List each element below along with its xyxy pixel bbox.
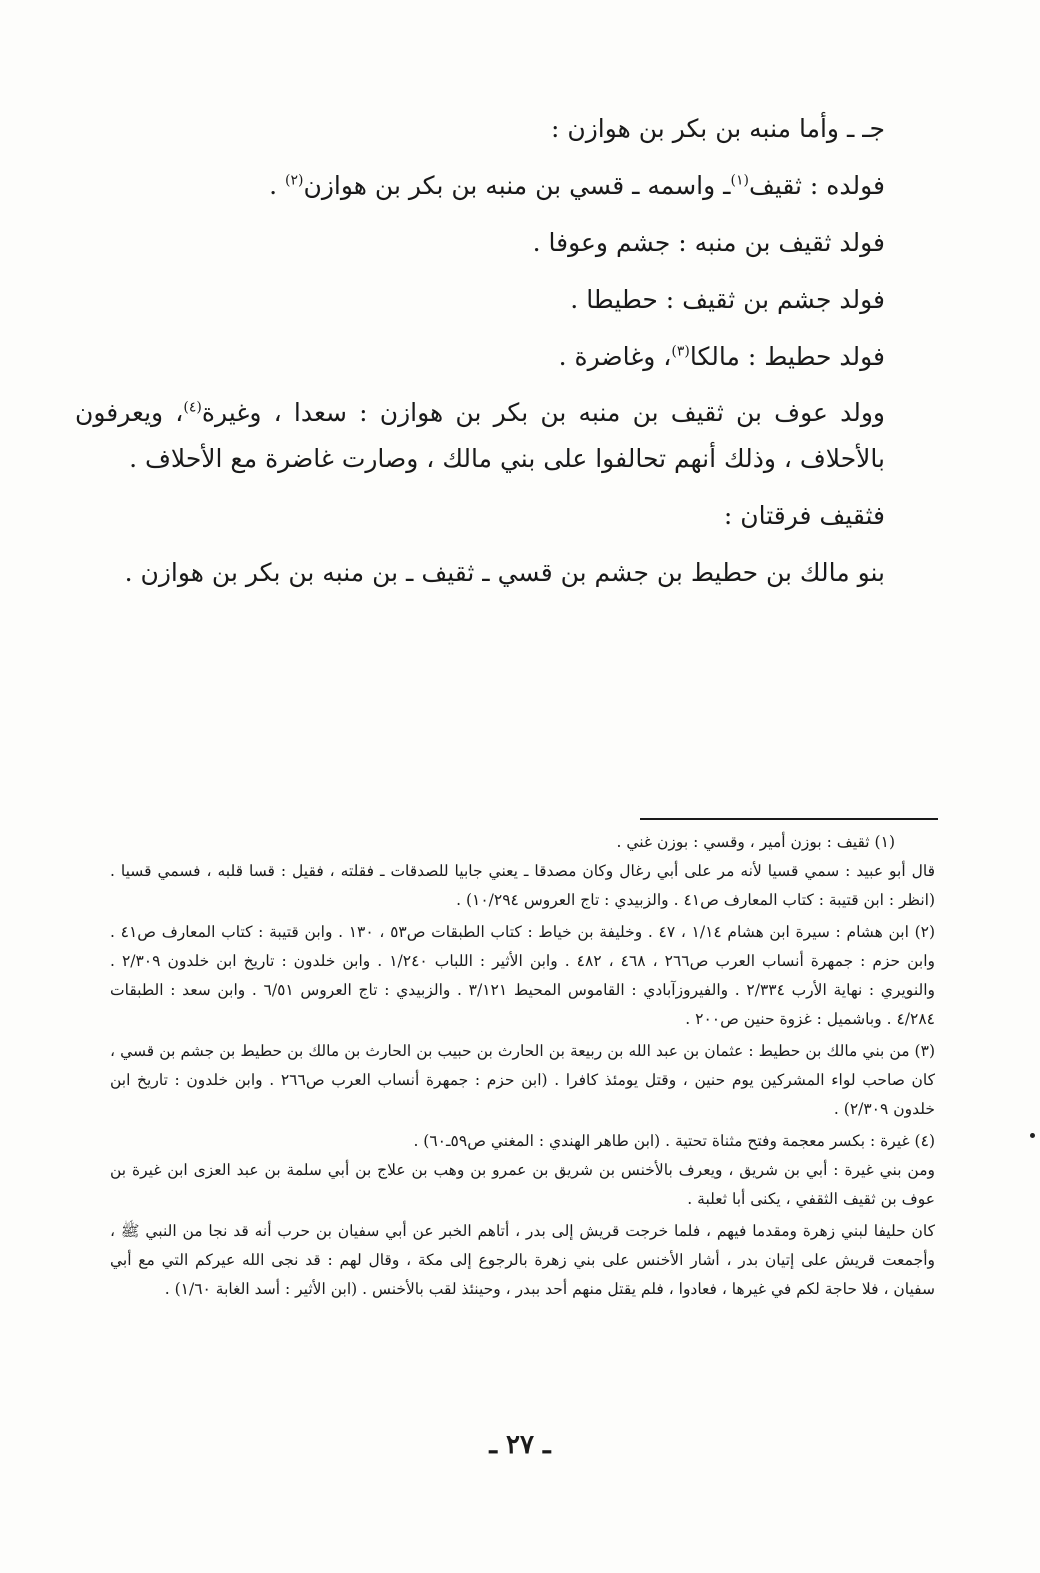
section-heading: جـ ـ وأما منبه بن بكر بن هوازن :	[550, 114, 885, 143]
footnote-ref[interactable]: (٢)	[285, 172, 304, 189]
paragraph-line: فثقيف فرقتان :	[723, 501, 885, 530]
footnote: (٤) غيرة : بكسر معجمة وفتح مثناة تحتية . (ابن طاهر الهندي : المغني ص٥٩ـ٦٠) .	[413, 1132, 935, 1150]
paragraph-line: فولده : ثقيف$^{(١)}$ـ واسمه ـ قسي بن منبه بن بكر بن هوازن$^{(٢)}$ .	[269, 171, 885, 200]
paragraph-line: وولد عوف بن ثقيف بن منبه بن بكر بن هوازن : سعدا ، وغيرة$^{(٤)}$، ويعرفون بالأحلاف ، وذلك أنهم تحالفوا على بني مالك ، وصارت غاضرة مع الأحلاف .	[75, 398, 885, 473]
footnote: (٢) ابن هشام : سيرة ابن هشام ١/١٤ ، ٤٧ . وخليفة بن خياط : كتاب الطبقات ص٥٣ ، ١٣٠ . وابن قتيبة : كتاب المعارف ص٤١ . وابن حزم : جمهرة أنساب العرب ص٢٦٦ ، ٤٦٨ ، ٤٨٢ . وابن الأثير : اللباب ١/٢٤٠ . وابن خلدون : تاريخ ابن خلدون ٢/٣٠٩ . والنويري : نهاية الأرب ٢/٣٣٤ . والفيروزآبادي : القاموس المحيط ٣/١٢١ . والزبيدي : تاج العروس ٦/٥١ . وابن سعد : الطبقات ٤/٢٨٤ . وباشميل : غزوة حنين ص٢٠٠ .	[110, 923, 936, 1028]
footnote-ref[interactable]: (٤)	[183, 399, 202, 416]
footnote: ومن بني غيرة : أبي بن شريق ، ويعرف بالأخنس بن شريق بن عمرو بن وهب بن علاج بن أبي سلمة بن عبد العزى ابن غيرة بن عوف بن ثقيف الثقفي ، يكنى أبا ثعلبة .	[110, 1161, 935, 1208]
footnote-ref[interactable]: (٣)	[671, 343, 690, 360]
footnote: قال أبو عبيد : سمي قسيا لأنه مر على أبي رغال وكان مصدقا ـ يعني جابيا للصدقات ـ فقلته ، فقيل : قسا قلبه ، فسمي قسيا . (انظر : ابن قتيبة : كتاب المعارف ص٤١ . والزبيدي : تاج العروس ١٠/٢٩٤) .	[110, 862, 935, 909]
main-text	[75, 100, 885, 601]
paragraph-line: فولد جشم بن ثقيف : حطيطا .	[570, 285, 885, 314]
footnotes	[110, 828, 935, 1304]
footnote: (١) ثقيف : بوزن أمير ، وقسي : بوزن غني .	[616, 833, 895, 851]
footnote: كان حليفا لبني زهرة ومقدما فيهم ، فلما خرجت قريش إلى بدر ، أتاهم الخبر عن أبي سفيان بن حرب أنه قد نجا من النبي ﷺ ، وأجمعت قريش على إتيان بدر ، أشار الأخنس على بني زهرة بالرجوع إلى مكة ، وقال لهم : قد نجى الله عيركم التي مع أبي سفيان ، فلا حاجة لكم في غيرها ، فعادوا ، فلم يقتل منهم أحد ببدر ، وحينئذ لقب بالأخنس . (ابن الأثير : أسد الغابة ١/٦٠) .	[110, 1222, 935, 1298]
paragraph-line: فولد ثقيف بن منبه : جشم وعوفا .	[532, 228, 885, 257]
page-number: ـ ٢٧ ـ	[489, 1430, 551, 1460]
paragraph-line: بنو مالك بن حطيط بن جشم بن قسي ـ ثقيف ـ بن منبه بن بكر بن هوازن .	[124, 558, 885, 587]
footnote-divider	[640, 818, 938, 820]
footnote-ref[interactable]: (١)	[730, 172, 749, 189]
paragraph-line: فولد حطيط : مالكا$^{(٣)}$، وغاضرة .	[558, 342, 885, 371]
footnote: (٣) من بني مالك بن حطيط : عثمان بن عبد الله بن ربيعة بن الحارث بن حبيب بن الحارث بن مالك بن حطيط بن جشم بن قسي ، كان صاحب لواء المشركين يوم حنين ، وقتل يومئذ كافرا . (ابن حزم : جمهرة أنساب العرب ص٢٦٦ . وابن خلدون : تاريخ ابن خلدون ٢/٣٠٩) .	[110, 1042, 935, 1118]
scan-mark	[1030, 1133, 1035, 1138]
